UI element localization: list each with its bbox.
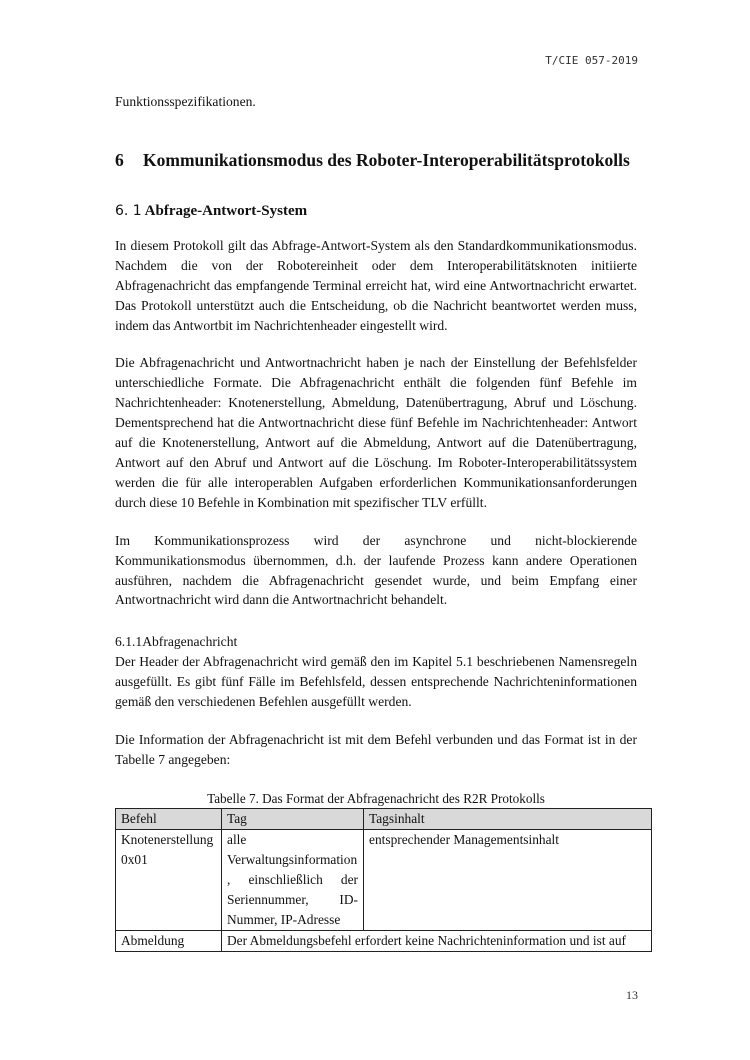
subsection-number: 6. 1 <box>115 202 142 219</box>
table-row <box>116 829 652 930</box>
query-format-table <box>115 808 652 952</box>
lead-text: Funktionsspezifikationen. <box>115 94 256 109</box>
cell-merged-description: Der Abmeldungsbefehl erfordert keine Nachrichteninformation und ist auf <box>222 930 652 951</box>
table-row <box>116 930 652 951</box>
cell-tagsinhalt: entsprechender Managementsinhalt <box>364 829 652 930</box>
cell-befehl: Abmeldung <box>116 930 222 951</box>
paragraph-6-1-1-a: Der Header der Abfragenachricht wird gemäß den im Kapitel 5.1 beschriebenen Namensregeln ausgefüllt. Es gibt fünf Fälle im Befehlsfeld, dessen entsprechende Nachrichteninformationen gemäß den verschiedenen Befehlen ausgefüllt werden. <box>115 654 637 710</box>
paragraph-6-1-1-b: Die Information der Abfragenachricht ist mit dem Befehl verbunden und das Format ist in der Tabelle 7 angegeben: <box>115 731 637 767</box>
cell-tag: alle Verwaltungsinformation , einschließlich der Seriennummer, ID-Nummer, IP-Adresse <box>222 829 364 930</box>
subsection-heading-6-1 <box>115 200 637 222</box>
befehl-name: Knotenerstellung <box>121 831 214 847</box>
section-title: Kommunikationsmodus des Roboter-Interoperabilitätsprotokolls <box>143 149 630 170</box>
page-number: 13 <box>626 988 638 1002</box>
table-caption: Tabelle 7. Das Format der Abfragenachricht des R2R Protokolls <box>207 790 545 806</box>
subsection-title: Abfrage-Antwort-System <box>144 202 308 219</box>
column-header-tagsinhalt: Tagsinhalt <box>364 808 652 829</box>
section-number: 6 <box>115 149 124 170</box>
paragraph-1: In diesem Protokoll gilt das Abfrage-Antwort-System als den Standardkommunikationsmodus. Nachdem die von der Robotereinheit oder dem Interoperabilitätsknoten initiierte Abfragenachricht das empfangende Terminal erreicht hat, wird eine Antwortnachricht erwartet. Das Protokoll unterstützt auch die Entscheidung, ob die Nachricht beantwortet werden muss, indem das Antwortbit im Nachrichtenheader eingestellt wird. <box>115 237 637 333</box>
cell-befehl <box>116 829 222 930</box>
subsection-title-6-1-1: 6.1.1Abfragenachricht <box>115 634 238 650</box>
table-header-row <box>116 808 652 829</box>
column-header-tag: Tag <box>222 808 364 829</box>
section-heading-6 <box>115 148 637 172</box>
column-header-befehl: Befehl <box>116 808 222 829</box>
page-content <box>115 92 637 952</box>
befehl-code: 0x01 <box>121 851 148 867</box>
document-id: T/CIE 057-2019 <box>545 54 638 67</box>
paragraph-3: Im Kommunikationsprozess wird der asynchrone und nicht-blockierende Kommunikationsmodus übernommen, d.h. der laufende Prozess kann andere Operationen ausführen, nachdem die Abfragenachricht gesendet wurde, und beim Empfang einer Antwortnachricht wird dann die Antwortnachricht behandelt. <box>115 532 637 608</box>
paragraph-2: Die Abfragenachricht und Antwortnachricht haben je nach der Einstellung der Befehlsfelder unterschiedliche Formate. Die Abfragenachricht enthält die folgenden fünf Befehle im Nachrichtenheader: Knotenerstellung, Abmeldung, Datenübertragung, Abruf und Löschung. Dementsprechend hat die Antwortnachricht diese fünf Befehle im Nachrichtenheader: Antwort auf die Knotenerstellung, Antwort auf die Abmeldung, Antwort auf die Datenübertragung, Antwort auf den Abruf und Antwort auf die Löschung. Im Roboter-Interoperabilitätssystem werden die für alle interoperablen Aufgaben erforderlichen Kommunikationsanforderungen durch diese 10 Befehle in Kombination mit spezifischer TLV erfüllt. <box>115 355 637 510</box>
